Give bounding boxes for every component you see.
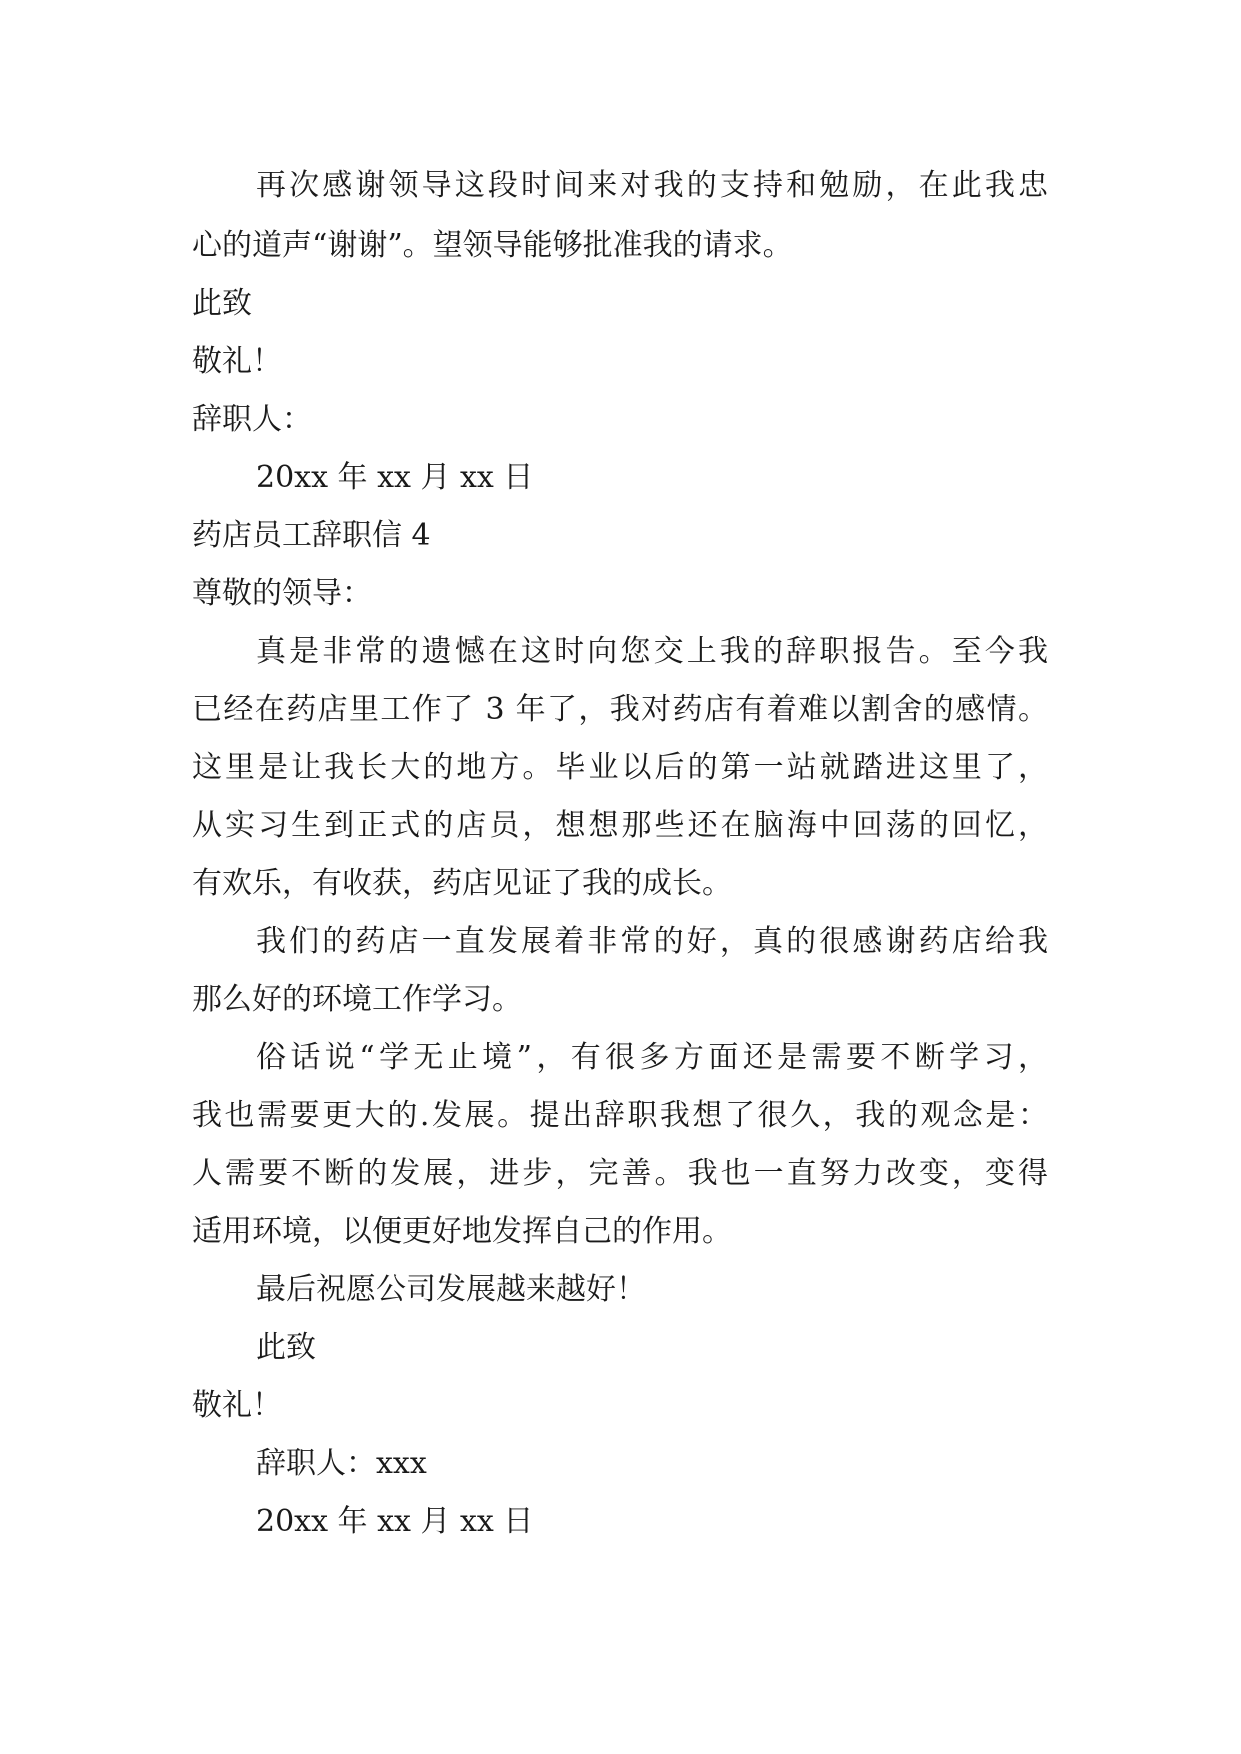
closing-salutation: 此致 [256, 1330, 316, 1365]
closing-regards: 敬礼！ [192, 1388, 282, 1423]
paragraph-line: 再次感谢领导这段时间来对我的支持和勉励，在此我忠 [256, 168, 1048, 203]
date-line: 20xx 年 xx 月 xx 日 [256, 460, 534, 495]
paragraph-line: 有欢乐，有收获，药店见证了我的成长。 [192, 866, 732, 901]
paragraph-line: 已经在药店里工作了 3 年了，我对药店有着难以割舍的感情。 [192, 692, 1048, 727]
paragraph-line: 最后祝愿公司发展越来越好！ [256, 1272, 646, 1307]
paragraph-line: 我们的药店一直发展着非常的好，真的很感谢药店给我 [256, 924, 1048, 959]
greeting: 尊敬的领导： [192, 576, 372, 611]
paragraph-line: 俗话说“学无止境”，有很多方面还是需要不断学习， [256, 1040, 1048, 1075]
section-title: 药店员工辞职信 4 [192, 518, 431, 553]
paragraph-line: 我也需要更大的.发展。提出辞职我想了很久，我的观念是： [192, 1098, 1048, 1133]
paragraph-line: 从实习生到正式的店员，想想那些还在脑海中回荡的回忆， [192, 808, 1048, 843]
paragraph-line: 真是非常的遗憾在这时向您交上我的辞职报告。至今我 [256, 634, 1048, 669]
date-line: 20xx 年 xx 月 xx 日 [256, 1504, 534, 1539]
paragraph-line: 人需要不断的发展，进步，完善。我也一直努力改变，变得 [192, 1156, 1048, 1191]
signature-label: 辞职人： [192, 402, 312, 437]
paragraph-line: 那么好的环境工作学习。 [192, 982, 522, 1017]
closing-regards: 敬礼！ [192, 344, 282, 379]
signature-line: 辞职人：xxx [256, 1446, 427, 1481]
paragraph-line: 这里是让我长大的地方。毕业以后的第一站就踏进这里了， [192, 750, 1048, 785]
paragraph-line: 适用环境，以便更好地发挥自己的作用。 [192, 1214, 732, 1249]
paragraph-line: 心的道声“谢谢”。望领导能够批准我的请求。 [192, 228, 793, 263]
closing-salutation: 此致 [192, 286, 252, 321]
